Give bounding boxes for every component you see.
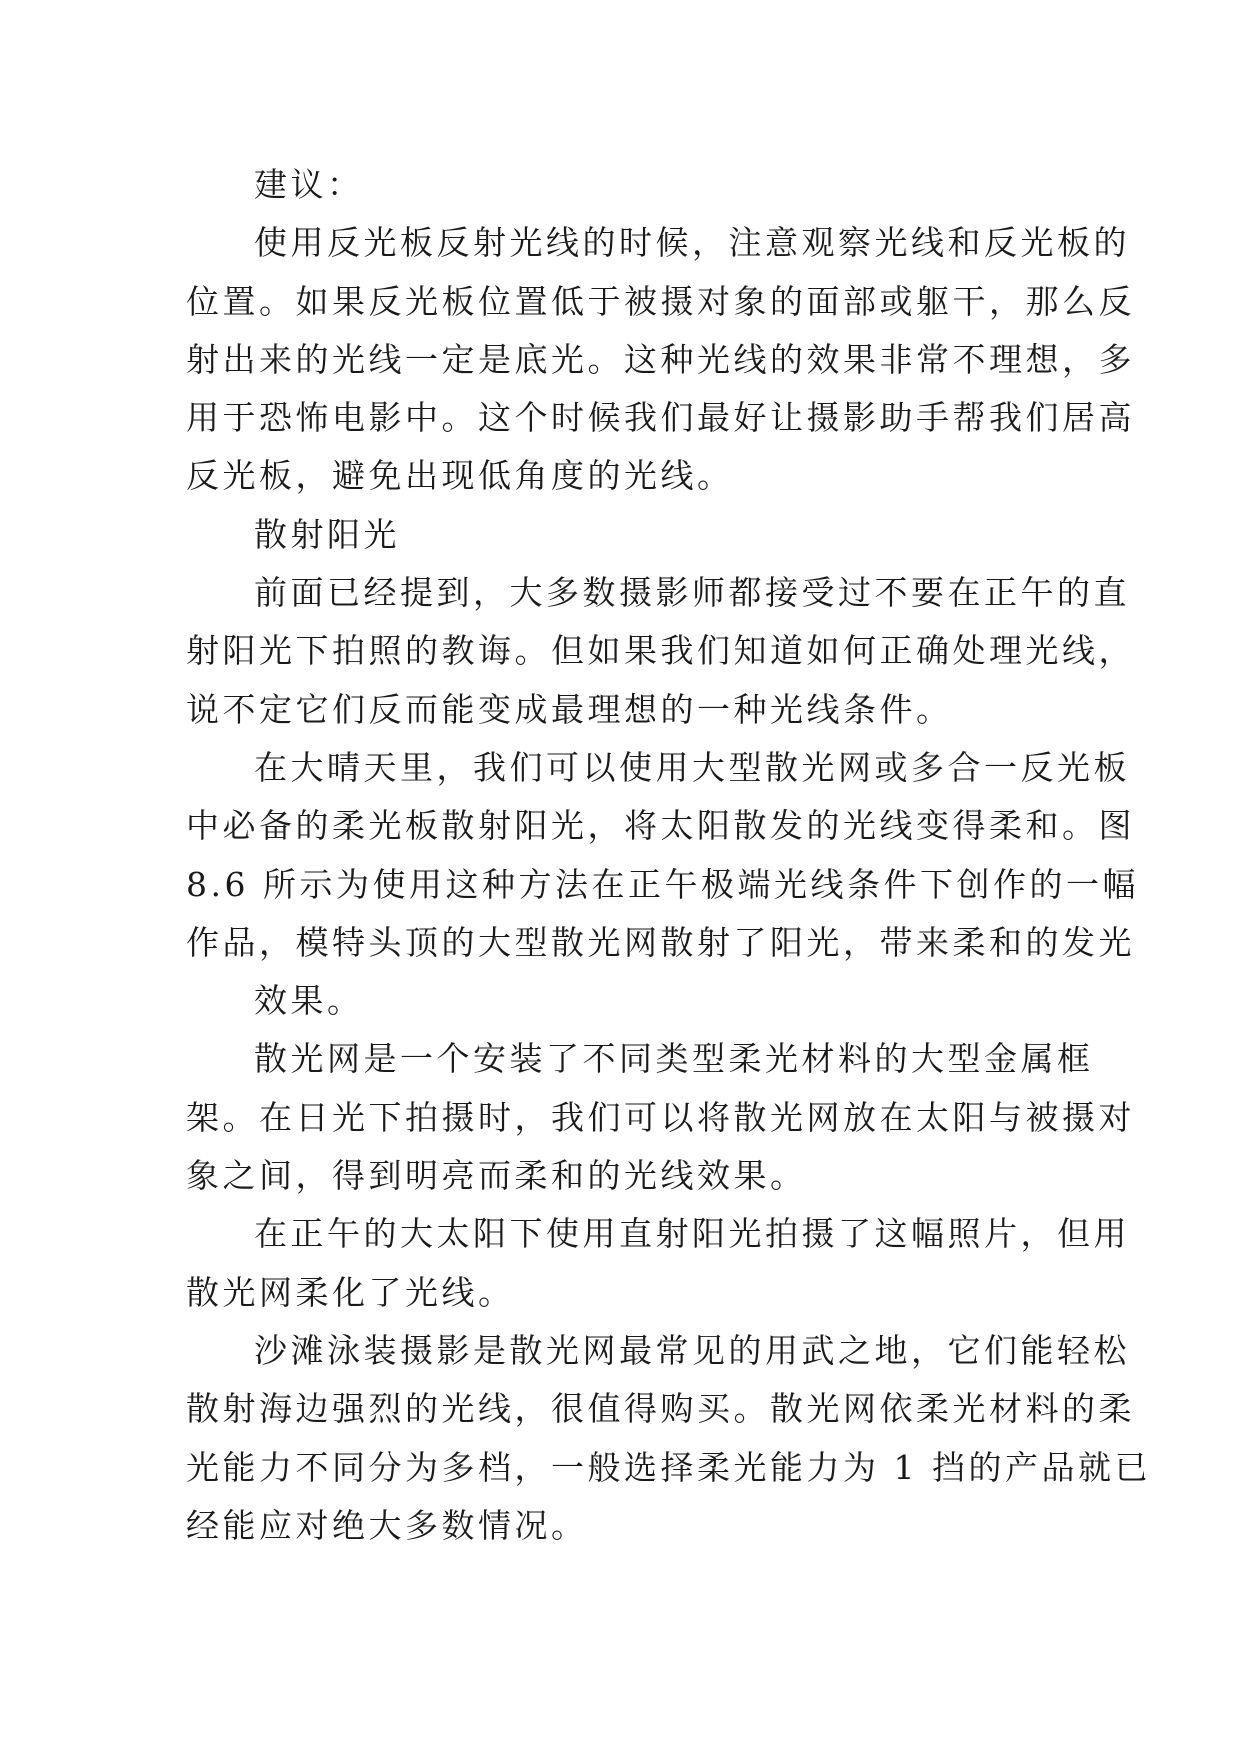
text-line: 在大晴天里，我们可以使用大型散光网或多合一反光板 <box>254 747 1130 787</box>
text-line: 用于恐怖电影中。这个时候我们最好让摄影助手帮我们居高 <box>186 398 1135 438</box>
text-line: 象之间，得到明亮而柔和的光线效果。 <box>186 1156 807 1196</box>
text-line: 前面已经提到，大多数摄影师都接受过不要在正午的直 <box>254 573 1130 613</box>
text-line: 在正午的大太阳下使用直射阳光拍摄了这幅照片，但用 <box>254 1214 1130 1254</box>
text-line: 光能力不同分为多档，一般选择柔光能力为 1 挡的产品就已 <box>186 1447 1151 1487</box>
text-line: 散光网是一个安装了不同类型柔光材料的大型金属框 <box>254 1039 1094 1079</box>
text-line: 使用反光板反射光线的时候，注意观察光线和反光板的 <box>254 223 1130 263</box>
text-line: 散射阳光 <box>254 514 400 554</box>
text-line: 射阳光下拍照的教诲。但如果我们知道如何正确处理光线， <box>186 631 1135 671</box>
text-line: 沙滩泳装摄影是散光网最常见的用武之地，它们能轻松 <box>254 1330 1130 1370</box>
text-line: 建议： <box>254 165 364 204</box>
text-line: 效果。 <box>254 981 364 1021</box>
text-line: 散光网柔化了光线。 <box>186 1272 515 1312</box>
text-line: 位置。如果反光板位置低于被摄对象的面部或躯干，那么反 <box>186 281 1135 321</box>
text-line: 经能应对绝大多数情况。 <box>186 1505 588 1545</box>
text-line: 作品，模特头顶的大型散光网散射了阳光，带来柔和的发光 <box>186 922 1135 962</box>
text-line: 中必备的柔光板散射阳光，将太阳散发的光线变得柔和。图 <box>186 806 1135 846</box>
text-line: 8.6 所示为使用这种方法在正午极端光线条件下创作的一幅 <box>186 864 1139 904</box>
text-line: 说不定它们反而能变成最理想的一种光线条件。 <box>186 689 953 729</box>
text-line: 反光板，避免出现低角度的光线。 <box>186 456 734 496</box>
text-line: 散射海边强烈的光线，很值得购买。散光网依柔光材料的柔 <box>186 1389 1135 1429</box>
text-line: 射出来的光线一定是底光。这种光线的效果非常不理想，多 <box>186 339 1135 379</box>
text-line: 架。在日光下拍摄时，我们可以将散光网放在太阳与被摄对 <box>186 1097 1135 1137</box>
body-text <box>186 156 1151 1555</box>
